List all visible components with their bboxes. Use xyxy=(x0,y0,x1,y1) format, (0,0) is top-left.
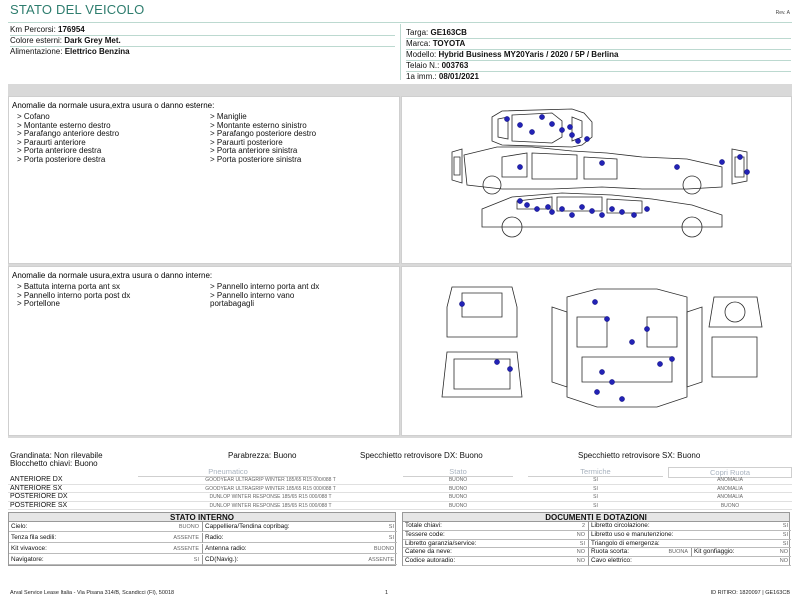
damage-marker xyxy=(644,206,649,211)
damage-marker xyxy=(504,116,509,121)
trunk-view xyxy=(442,287,522,397)
car-front-view xyxy=(452,149,462,183)
list-item: > Pannello interno porta post dx xyxy=(17,290,131,300)
external-damage-panel xyxy=(8,96,400,264)
field-label: Radio: xyxy=(205,534,224,541)
damage-marker xyxy=(594,389,599,394)
tyre-stato: BUONO xyxy=(448,502,468,509)
left-info xyxy=(10,25,395,58)
list-item: > Parafango posteriore destro xyxy=(210,129,317,139)
car-exterior-diagram xyxy=(402,97,791,263)
status-line-1 xyxy=(10,451,790,461)
damage-marker xyxy=(517,198,522,203)
damage-marker xyxy=(599,212,604,217)
info-row: Targa: GE163CB xyxy=(406,28,791,39)
documenti-title: DOCUMENTI E DOTAZIONI xyxy=(402,512,790,522)
info-row: Modello: Hybrid Business MY20Yaris / 2020 / 5P / Berlina xyxy=(406,50,791,61)
title-divider xyxy=(8,22,792,23)
header-pneumatico: Pneumatico xyxy=(138,467,318,477)
info-row: Telaio N.: 003763 xyxy=(406,61,791,72)
internal-list-col2 xyxy=(210,283,319,309)
field-label: Libretto circolazione: xyxy=(591,522,650,529)
documenti-field xyxy=(403,548,589,557)
field-value: BUONO xyxy=(178,524,199,530)
damage-marker xyxy=(674,164,679,169)
tyre-position: ANTERIORE DX xyxy=(10,476,63,483)
field-label: Codice autoradio: xyxy=(405,557,456,565)
damage-marker xyxy=(631,212,636,217)
damage-marker xyxy=(517,122,522,127)
page-title: STATO DEL VEICOLO xyxy=(10,2,145,17)
documenti-field xyxy=(589,531,791,540)
damage-marker xyxy=(737,154,742,159)
tyre-stato: BUONO xyxy=(448,477,468,483)
external-diagram-panel xyxy=(401,96,792,264)
field-label: Cappelliera/Tendina copribag: xyxy=(205,523,290,530)
list-item: > Portellone xyxy=(17,299,60,309)
list-item: > Paraurti anteriore xyxy=(17,137,86,147)
tyre-position: ANTERIORE SX xyxy=(10,484,63,492)
damage-marker xyxy=(575,138,580,143)
tyre-description: DUNLOP WINTER RESPONSE 185/65 R15 000/088 T xyxy=(209,494,332,500)
damage-marker xyxy=(559,127,564,132)
interno-field xyxy=(203,522,397,532)
documenti-field xyxy=(403,522,589,531)
field-label: Tessere code: xyxy=(405,530,445,538)
list-item: > Porta posteriore sinistra xyxy=(210,154,302,164)
damage-marker xyxy=(619,209,624,214)
external-damage-markers xyxy=(504,114,749,217)
status-specchietto-sx: Specchietto retrovisore SX: Buono xyxy=(578,451,701,460)
damage-marker xyxy=(549,121,554,126)
field-label: Ruota scorta: xyxy=(591,548,630,556)
field-value: SI xyxy=(388,524,394,530)
field-label: Kit vivavoce: xyxy=(11,545,47,552)
tyre-termiche: SI xyxy=(593,485,598,492)
field-value: NO xyxy=(779,549,788,556)
damage-marker xyxy=(579,204,584,209)
list-item: > Montante esterno sinistro xyxy=(210,120,307,130)
damage-marker xyxy=(589,208,594,213)
info-divider xyxy=(400,24,401,80)
header-termiche: Termiche xyxy=(528,467,663,477)
info-row: 1a imm.: 08/01/2021 xyxy=(406,72,479,81)
table-row xyxy=(8,493,792,502)
damage-marker xyxy=(629,339,634,344)
tyre-stato: BUONO xyxy=(448,485,468,492)
damage-marker xyxy=(657,361,662,366)
interno-field xyxy=(9,522,203,532)
info-row: Marca: TOYOTA xyxy=(406,39,791,50)
tyre-description: GOODYEAR ULTRAGRIP WINTER 185/65 R15 000/088 T xyxy=(205,477,336,483)
documenti-field xyxy=(589,548,692,557)
damage-marker xyxy=(529,129,534,134)
field-value: SI xyxy=(579,540,585,547)
documenti-field xyxy=(692,548,791,557)
car-side-view-upper xyxy=(464,147,722,194)
tyres-table xyxy=(8,467,792,511)
stato-interno-title: STATO INTERNO xyxy=(8,512,396,522)
damage-marker xyxy=(592,299,597,304)
field-label: CD(Navig.): xyxy=(205,556,239,563)
damage-marker xyxy=(459,301,464,306)
external-list-col2 xyxy=(210,113,316,165)
damage-marker xyxy=(744,169,749,174)
info-row: Alimentazione: Elettrico Benzina xyxy=(10,47,130,56)
interno-field xyxy=(203,544,397,554)
interno-field xyxy=(9,533,203,543)
status-specchietto-dx: Specchietto retrovisore DX: Buono xyxy=(360,451,483,460)
status-parabrezza: Parabrezza: Buono xyxy=(228,451,297,460)
tyre-description: DUNLOP WINTER RESPONSE 185/65 R15 000/088 T xyxy=(209,502,332,509)
damage-marker xyxy=(569,132,574,137)
damage-marker xyxy=(545,204,550,209)
field-value: NO xyxy=(576,558,585,565)
field-value: 2 xyxy=(581,523,585,529)
car-interior-diagram xyxy=(402,267,791,435)
field-label: Antenna radio: xyxy=(205,545,247,552)
documenti-field xyxy=(403,540,589,549)
documenti-grid xyxy=(402,522,790,566)
interior-top-view xyxy=(552,289,702,407)
table-row xyxy=(8,476,792,485)
damage-marker xyxy=(609,379,614,384)
damage-marker xyxy=(719,159,724,164)
damage-marker xyxy=(567,124,572,129)
revision-label: Rev. A xyxy=(775,10,790,16)
tyre-description: GOODYEAR ULTRAGRIP WINTER 185/65 R15 000/088 T xyxy=(205,485,336,492)
documenti-field xyxy=(589,557,791,566)
list-item: > Cofano xyxy=(17,112,50,121)
damage-marker xyxy=(524,202,529,207)
field-value: BUONO xyxy=(373,546,394,552)
field-label: Libretto garanzia/service: xyxy=(405,539,477,547)
tyre-position: POSTERIORE SX xyxy=(10,501,68,509)
tyre-position: POSTERIORE DX xyxy=(10,493,68,500)
field-value: SI xyxy=(388,535,394,541)
damage-marker xyxy=(609,206,614,211)
tyre-termiche: SI xyxy=(593,494,598,500)
list-item: > Maniglie xyxy=(210,112,247,121)
list-item: > Porta posteriore destra xyxy=(17,154,106,164)
table-row xyxy=(8,485,792,494)
list-item: > Porta anteriore destra xyxy=(17,146,102,156)
tyre-copri-ruota: ANOMALIA xyxy=(717,485,743,492)
documenti-field xyxy=(403,531,589,540)
tyre-stato: BUONO xyxy=(448,494,468,500)
interno-field xyxy=(9,555,203,565)
field-value: SI xyxy=(193,557,199,563)
damage-marker xyxy=(539,114,544,119)
info-row: Colore esterni: Dark Grey Met. xyxy=(10,36,395,47)
damage-marker xyxy=(619,396,624,401)
header-copri-ruota: Copri Ruota xyxy=(668,467,792,478)
damage-marker xyxy=(534,206,539,211)
field-value: ASSENTE xyxy=(368,557,394,563)
internal-diagram-panel xyxy=(401,266,792,436)
field-value: NO xyxy=(779,558,788,565)
field-value: NO xyxy=(576,549,585,556)
damage-marker xyxy=(669,356,674,361)
list-item: > Porta anteriore sinistra xyxy=(210,146,298,156)
field-label: Totale chiavi: xyxy=(405,522,442,529)
interno-field xyxy=(203,533,397,543)
field-label: Tenza fila sedili: xyxy=(11,534,57,541)
interno-field xyxy=(9,544,203,554)
field-label: Libretto uso e manutenzione: xyxy=(591,530,674,538)
internal-list-col1 xyxy=(17,283,130,309)
external-list-col1 xyxy=(17,113,119,165)
footer-address: Arval Service Lease Italia - Via Pisana 314/B, Scandicci (FI), 50018 xyxy=(10,590,175,596)
external-damage-title: Anomalie da normale usura,extra usura o danno esterne: xyxy=(12,101,215,110)
stato-interno-grid xyxy=(8,522,396,566)
damage-marker xyxy=(549,209,554,214)
list-item: > Pannello interno porta ant dx xyxy=(210,282,320,291)
field-value: NO xyxy=(576,531,585,538)
tyre-copri-ruota: BUONO xyxy=(720,502,740,509)
field-value: SI xyxy=(782,540,788,547)
list-item: portabagagli xyxy=(210,299,255,309)
tyre-copri-ruota: ANOMALIA xyxy=(717,494,743,500)
footer-id-ritiro: ID RITIRO: 1820097 | GE163CB xyxy=(710,590,790,596)
tyre-copri-ruota: ANOMALIA xyxy=(717,477,743,483)
list-item: > Pannello interno vano xyxy=(210,290,295,300)
damage-marker xyxy=(584,136,589,141)
field-label: Triangolo di emergenza: xyxy=(591,539,660,547)
damage-marker xyxy=(507,366,512,371)
damage-marker xyxy=(569,212,574,217)
right-info xyxy=(406,28,791,83)
field-value: SI xyxy=(782,531,788,538)
list-item: > Parafango anteriore destro xyxy=(17,129,120,139)
field-value: SI xyxy=(782,523,788,529)
documenti-field xyxy=(589,540,791,549)
field-label: Cielo: xyxy=(11,523,28,530)
field-value: BUONA xyxy=(668,549,688,556)
damage-marker xyxy=(599,369,604,374)
damage-marker xyxy=(644,326,649,331)
field-label: Cavo elettrico: xyxy=(591,557,632,565)
footer-page-number: 1 xyxy=(385,590,389,596)
list-item: > Battuta interna porta ant sx xyxy=(17,282,120,291)
tyres-header xyxy=(8,467,792,476)
info-row: Km Percorsi: 176954 xyxy=(10,25,395,36)
damage-marker xyxy=(559,206,564,211)
tyre-termiche: SI xyxy=(593,477,598,483)
field-label: Navigatore: xyxy=(11,556,44,563)
header-stato: Stato xyxy=(403,467,513,477)
interno-field xyxy=(203,555,397,565)
status-blocchetto: Blocchetto chiavi: Buono xyxy=(10,459,98,468)
dashboard-view xyxy=(709,297,762,377)
damage-marker xyxy=(599,160,604,165)
documenti-field xyxy=(589,522,791,531)
documenti-field xyxy=(403,557,589,566)
internal-damage-title: Anomalie da normale usura,extra usura o danno interne: xyxy=(12,271,213,280)
list-item: > Paraurti posteriore xyxy=(210,137,283,147)
field-label: Catene da neve: xyxy=(405,548,452,556)
field-label: Kit gonfiaggio: xyxy=(694,548,735,556)
internal-damage-panel xyxy=(8,266,400,436)
damage-marker xyxy=(517,164,522,169)
field-value: ASSENTE xyxy=(173,546,199,552)
damage-marker xyxy=(494,359,499,364)
list-item: > Montante esterno destro xyxy=(17,120,111,130)
tyre-termiche: SI xyxy=(593,502,598,509)
table-row xyxy=(8,502,792,511)
status-grandinata: Grandinata: Non rilevabile xyxy=(10,451,103,460)
damage-marker xyxy=(604,316,609,321)
field-value: ASSENTE xyxy=(173,535,199,541)
